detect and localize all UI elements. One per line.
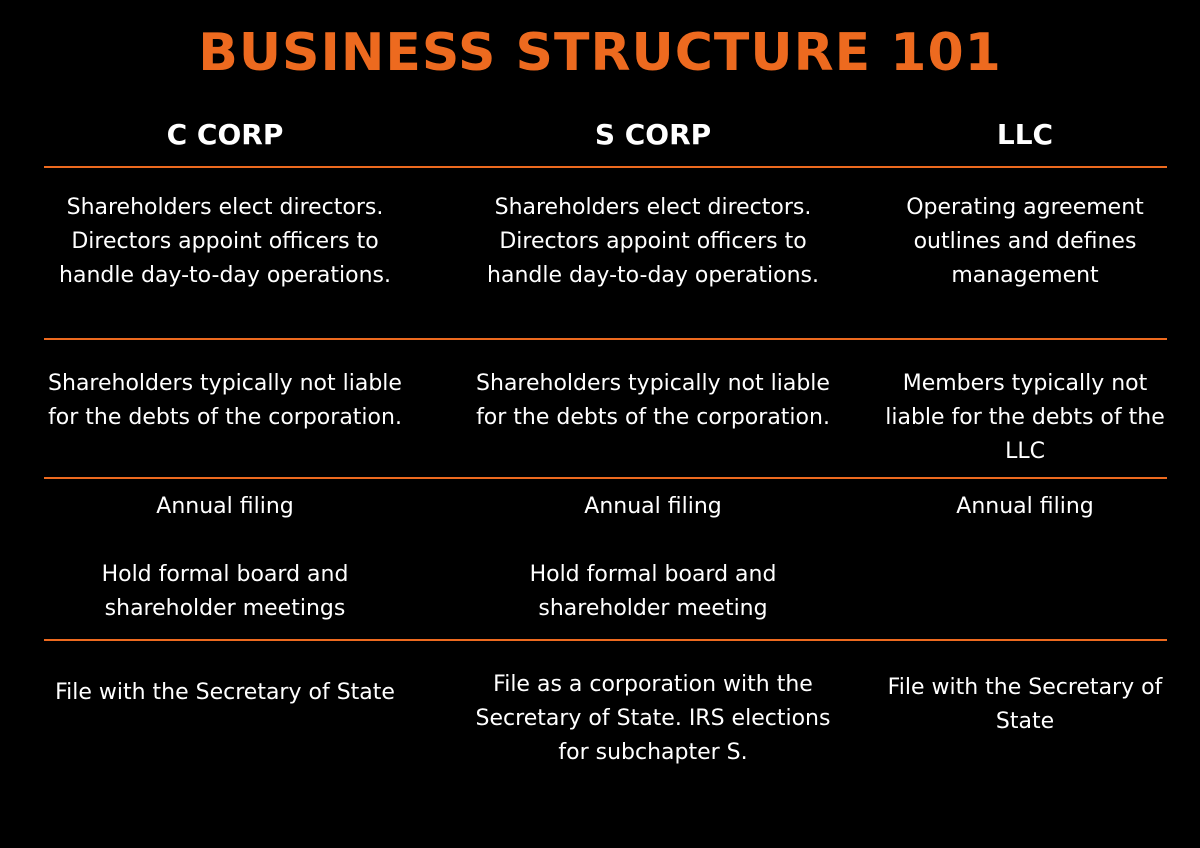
cell-management-c-corp: Shareholders elect directors. Directors appoint officers to handle day-to-day operations. (59, 195, 391, 288)
cell-formation-s-corp: File as a corporation with the Secretary of State. IRS elections for subchapter S. (475, 672, 831, 765)
cell-management-s-corp: Shareholders elect directors. Directors appoint officers to handle day-to-day operations. (487, 195, 819, 288)
column-header-llc: LLC (996, 118, 1054, 151)
annual-filing-text: Annual filing (584, 494, 722, 519)
cell-management-llc: Operating agreement outlines and defines management (906, 195, 1144, 288)
cell-liability-s-corp: Shareholders typically not liable for the debts of the corporation. (476, 371, 830, 430)
column-header-s-corp: S CORP (594, 118, 712, 151)
cell-formation-c-corp: File with the Secretary of State (55, 680, 395, 705)
meetings-text: Hold formal board and shareholder meetings (101, 562, 349, 621)
cell-formation-llc: File with the Secretary of State (887, 675, 1163, 734)
meetings-text: Hold formal board and shareholder meeting (529, 562, 777, 621)
annual-filing-text: Annual filing (956, 494, 1094, 519)
cell-formalities-c-corp (40, 490, 410, 626)
divider-row-2 (44, 477, 1167, 479)
cell-liability-c-corp: Shareholders typically not liable for the debts of the corporation. (48, 371, 402, 430)
cell-formalities-llc (870, 490, 1180, 524)
divider-row-3 (44, 639, 1167, 641)
column-header-c-corp: C CORP (166, 118, 284, 151)
annual-filing-text: Annual filing (156, 494, 294, 519)
cell-liability-llc: Members typically not liable for the debts of the LLC (885, 371, 1165, 464)
cell-formalities-s-corp (468, 490, 838, 626)
divider-header (44, 166, 1167, 168)
divider-row-1 (44, 338, 1167, 340)
page-title: BUSINESS STRUCTURE 101 (198, 23, 1002, 83)
